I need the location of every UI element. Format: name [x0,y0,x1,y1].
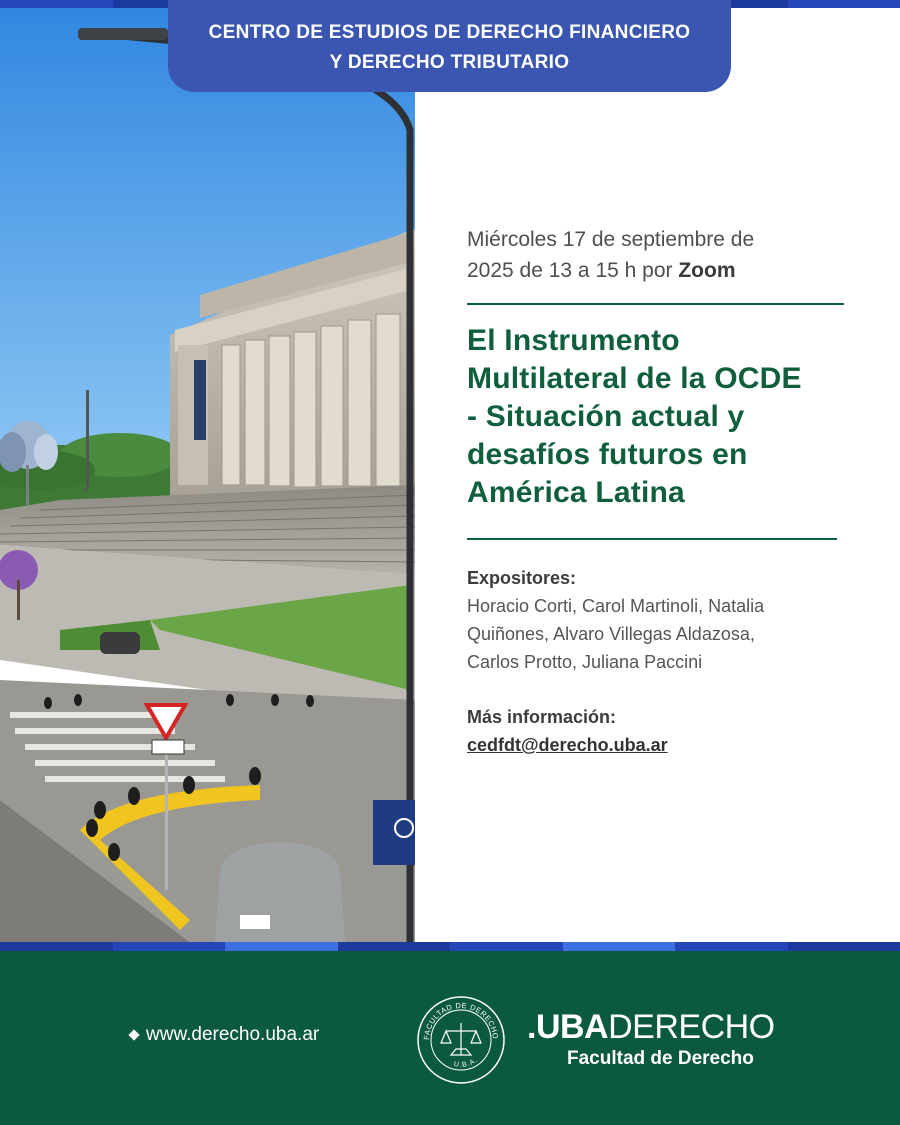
date-time-text: 2025 de 13 a 15 h por [467,259,673,282]
contact-email-link[interactable]: cedfdt@derecho.uba.ar [467,735,668,755]
bottom-accent-stripe [0,942,900,951]
faculty-building-photo [0,0,415,942]
title-line: desafíos futuros en [467,438,748,471]
seal-text-bottom: U.B.A. [453,1056,480,1069]
brand-derecho: DERECHO [608,1008,775,1046]
title-line: - Situación actual y [467,400,745,433]
speakers-line: Carlos Protto, Juliana Paccini [467,652,703,672]
date-line-1: Miércoles 17 de septiembre de [467,228,755,251]
speakers-line: Horacio Corti, Carol Martinoli, Natalia [467,596,765,616]
seal-text-top: FACULTAD DE DERECHO [421,1000,501,1041]
speakers-list [467,592,852,676]
title-line: América Latina [467,476,685,509]
brand-subtitle: Facultad de Derecho [567,1048,754,1069]
banner-line-1: CENTRO DE ESTUDIOS DE DERECHO FINANCIERO [208,22,691,43]
faculty-seal-icon [416,995,506,1085]
website[interactable] [130,1024,319,1046]
event-date [467,224,852,286]
divider-bottom [467,538,837,540]
center-name-banner [168,0,731,92]
title-line: Multilateral de la OCDE [467,362,802,395]
event-details [467,224,852,759]
date-line-2 [467,255,852,286]
banner-line-2: Y DERECHO TRIBUTARIO [329,52,570,73]
divider-top [467,303,844,305]
title-line: El Instrumento [467,324,680,357]
diamond-bullet-icon [128,1029,139,1040]
brand-uba: .UBA [527,1008,609,1046]
more-info-label: Más información: [467,707,617,727]
speakers-label: Expositores: [467,568,577,588]
website-url[interactable]: www.derecho.uba.ar [146,1024,320,1045]
event-title [467,322,852,512]
svg-text:U.B.A. [453,1057,479,1069]
brand-wordmark [527,1008,775,1046]
platform-name: Zoom [678,259,736,282]
uba-derecho-logo [527,1008,775,1070]
footer [0,951,900,1125]
speakers-line: Quiñones, Alvaro Villegas Aldazosa, [467,624,755,644]
